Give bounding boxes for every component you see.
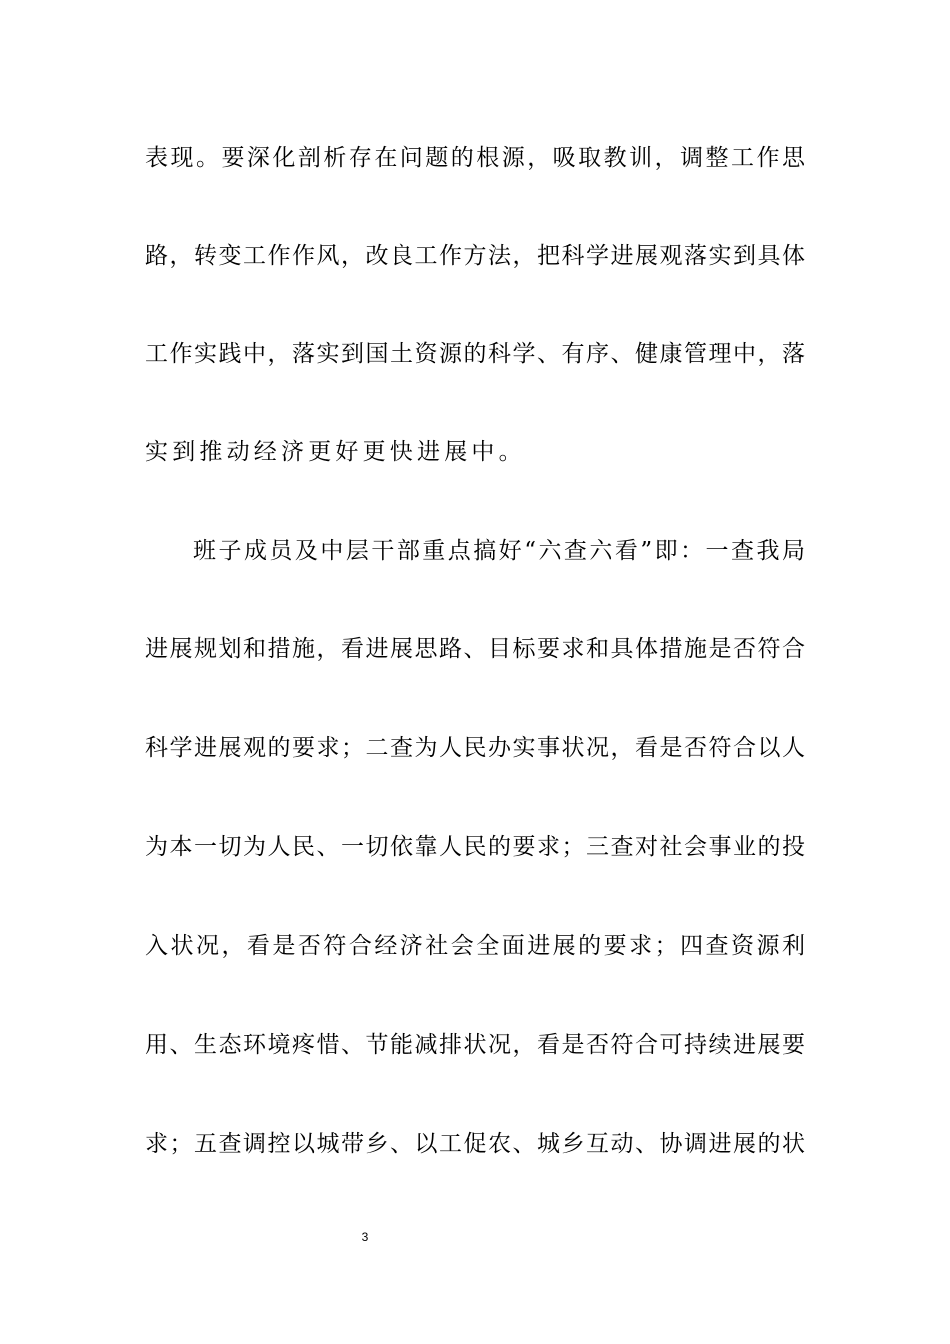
text-line: 班子成员及中层干部重点搞好“六查六看”即：一查我局 [193,538,805,564]
text-line: 入状况，看是否符合经济社会全面进展的要求；四查资源利 [145,933,805,959]
text-line: 路，转变工作作风，改良工作方法，把科学进展观落实到具体 [145,243,805,269]
page-number: 3 [361,1230,369,1244]
text-line: 用、生态环境疼惜、节能减排状况，看是否符合可持续进展要 [145,1032,805,1058]
text-line: 表现。要深化剖析存在问题的根源，吸取教训，调整工作思 [145,145,805,171]
text-line: 求；五查调控以城带乡、以工促农、城乡互动、协调进展的状 [145,1131,805,1157]
text-line: 科学进展观的要求；二查为人民办实事状况，看是否符合以人 [145,735,805,761]
text-line: 为本一切为人民、一切依靠人民的要求；三查对社会事业的投 [145,834,805,860]
text-line: 进展规划和措施，看进展思路、目标要求和具体措施是否符合 [145,636,805,662]
text-line: 实到推动经济更好更快进展中。 [145,439,526,465]
text-line: 工作实践中，落实到国土资源的科学、有序、健康管理中，落 [145,341,805,367]
